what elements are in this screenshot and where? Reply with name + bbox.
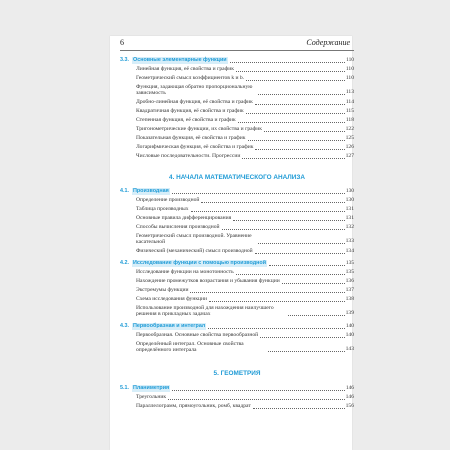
entry-title: Параллелограмм, прямоугольник, ромб, квадрат [136,403,251,409]
entry-title: Определённый интеграл. Основные свойства определённого интеграла [136,341,244,354]
toc-entry[interactable] [136,248,354,255]
dot-leader [230,62,346,63]
entry-page: 134 [345,248,354,254]
entry-title: Физический (механический) смысл производной [136,248,253,254]
dot-leader [172,390,345,391]
toc-entry[interactable] [136,278,354,285]
dot-leader [282,283,345,284]
toc-entry[interactable] [136,135,354,142]
toc-entry[interactable] [136,206,354,213]
dot-leader [255,104,345,105]
toc-entry[interactable] [136,233,354,245]
section-number: 4.1. [120,188,129,194]
toc-entry[interactable] [136,215,354,222]
entry-title: Нахождение промежутков возрастания и убывания функции [136,278,280,284]
toc-entry[interactable] [136,153,354,160]
dot-leader [236,71,345,72]
entry-title: Геометрический смысл коэффициентов k и b. [136,75,245,81]
toc-section-4-3[interactable] [120,323,354,330]
entry-page: 135 [345,269,354,275]
section-title: Первообразная и интеграл [133,323,206,329]
entry-title: Дробно-линейная функция, её свойства и график [136,99,253,105]
toc-entry[interactable] [136,341,354,353]
section-number: 4.2. [120,260,129,266]
chapter-heading-5: 5. ГЕОМЕТРИЯ [213,370,261,377]
dot-leader [264,131,345,132]
entry-page: 139 [345,310,354,317]
entry-page: 122 [345,126,354,132]
entry-page: 131 [345,206,354,212]
entry-page: 125 [345,135,354,141]
toc-entry[interactable] [136,126,354,133]
dot-leader [253,408,345,409]
page-title: Содержание [306,38,350,47]
dot-leader [260,337,344,338]
toc-entry[interactable] [136,332,354,339]
entry-title: Исследование функции на монотонность [136,269,234,275]
dot-leader [242,158,344,159]
entry-title: Числовые последовательности. Прогрессии [136,153,241,159]
section-page: 110 [346,57,354,63]
entry-title: Определение производной [136,197,200,203]
entry-title: Экстремумы функции [136,287,189,293]
entry-page: 126 [345,144,354,150]
entry-title: Основные правила дифференцирования [136,215,232,221]
toc-entry[interactable] [136,66,354,73]
toc-section-4-2[interactable] [120,260,354,267]
section-title: Производная [133,188,169,194]
entry-page: 143 [345,346,354,353]
entry-title: Геометрический смысл производной. Уравнение касательной [136,233,252,246]
dot-leader [258,94,345,95]
section-number: 3.3. [120,57,129,63]
toc-section-3-3[interactable] [120,57,354,64]
entry-title: Показательная функция, её свойства и график [136,135,246,141]
entry-page: 127 [345,153,354,159]
toc-entry[interactable] [136,84,354,96]
entry-title: Тригонометрические функции, их свойства и график [136,126,262,132]
dot-leader [288,315,345,316]
chapter-heading-4: 4. НАЧАЛА МАТЕМАТИЧЕСКОГО АНАЛИЗА [169,174,305,181]
entry-page: 110 [345,75,354,81]
toc-entry[interactable] [136,117,354,124]
entry-page: 114 [345,99,354,105]
entry-title: Схема исследования функции [136,296,208,302]
page-header [120,38,350,48]
toc-entry[interactable] [136,144,354,151]
entry-page: 133 [345,238,354,245]
entry-page: 113 [345,89,354,96]
entry-title: Функция, задающая обратно пропорциональную зависимость [136,84,253,97]
dot-leader [209,301,345,302]
dot-leader [255,253,345,254]
entry-page: 137 [345,287,354,293]
entry-page: 136 [345,278,354,284]
entry-page: 131 [345,215,354,221]
dot-leader [168,399,345,400]
entry-page: 138 [345,296,354,302]
entry-title: Линейная функция, её свойства и график [136,66,234,72]
dot-leader [238,122,345,123]
toc-entry[interactable] [136,305,354,317]
entry-page: 110 [345,66,354,72]
section-number: 4.3. [120,323,129,329]
dot-leader [258,243,345,244]
entry-page: 140 [345,332,354,338]
dot-leader [208,328,345,329]
entry-title: Степенная функция, её свойства и график [136,117,236,123]
dot-leader [269,265,345,266]
section-title: Основные элементарные функции [133,57,227,63]
entry-title: Таблица производных [136,206,189,212]
toc-entry[interactable] [136,296,354,303]
header-divider [120,50,354,51]
dot-leader [222,229,345,230]
toc-section-5-1[interactable] [120,385,354,392]
dot-leader [172,193,345,194]
section-page: 146 [345,385,354,391]
entry-title: Использование производной для нахождения наилучшего решения в прикладных задачах [136,305,274,318]
toc-entry[interactable] [136,269,354,276]
section-title: Исследование функции с помощью производной [133,260,267,266]
page-number: 6 [120,38,124,47]
toc-entry[interactable] [136,394,354,401]
dot-leader [268,351,345,352]
toc-entry[interactable] [136,108,354,115]
toc-entry[interactable] [136,287,354,294]
section-page: 135 [345,260,354,266]
section-number: 5.1. [120,385,129,391]
toc-entry[interactable] [136,75,354,82]
toc-entry[interactable] [136,224,354,231]
section-page: 140 [345,323,354,329]
dot-leader [246,113,345,114]
toc-entry[interactable] [136,403,354,410]
entry-page: 156 [345,403,354,409]
entry-page: 115 [345,108,354,114]
section-page: 130 [345,188,354,194]
entry-title: Треугольник [136,394,167,400]
entry-title: Способы вычисления производной [136,224,220,230]
toc-entry[interactable] [136,99,354,106]
dot-leader [246,80,345,81]
toc-entry[interactable] [136,197,354,204]
entry-title: Логарифмическая функция, её свойства и график [136,144,254,150]
entry-title: Первообразная. Основные свойства первообразной [136,332,259,338]
entry-page: 130 [345,197,354,203]
dot-leader [201,202,344,203]
dot-leader [236,274,345,275]
section-title: Планиметрия [133,385,170,391]
dot-leader [248,140,345,141]
entry-page: 132 [345,224,354,230]
entry-title: Квадратичная функция, её свойства и график [136,108,244,114]
entry-page: 146 [345,394,354,400]
entry-page: 118 [345,117,354,123]
toc-section-4-1[interactable] [120,188,354,195]
dot-leader [255,149,344,150]
dot-leader [190,292,344,293]
dot-leader [233,220,344,221]
dot-leader [191,211,345,212]
